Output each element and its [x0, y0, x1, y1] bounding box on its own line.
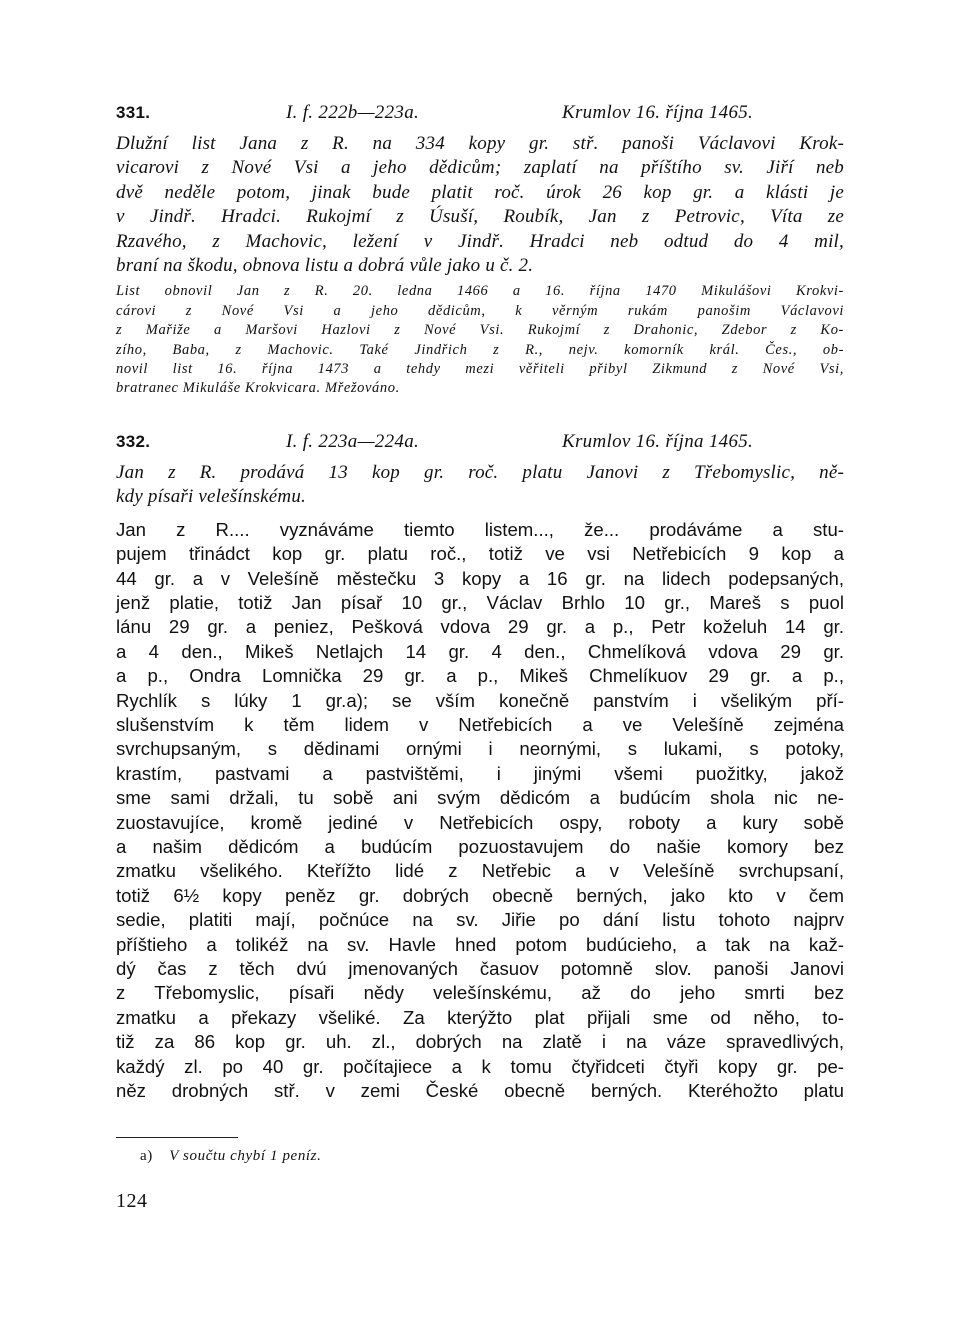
entry-regest [116, 132, 844, 278]
text-line: tiž za 86 kop gr. uh. zl., dobrých na zlatě i na váze spravedlivých, [116, 1031, 844, 1053]
footnote [140, 1148, 321, 1165]
entry-header [116, 429, 844, 455]
text-line: lánu 29 gr. a peniez, Pešková vdova 29 gr. a p., Petr koželuh 14 gr. [116, 616, 844, 638]
note-line: cárovi z Nové Vsi a jeho dědicům, k věrným rukám panošim Václavovi [116, 302, 844, 319]
text-line: jenž platie, totiž Jan písař 10 gr., Václav Brhlo 10 gr., Mareš s puol [116, 591, 844, 613]
text-line: z Třebomyslic, písaři nědy velešínskému, až do jeho smrti bez [116, 982, 844, 1004]
regest-line: Rzavého, z Machovic, ležení v Jindř. Hradci neb odtud do 4 mil, [116, 230, 844, 252]
text-line: a p., Ondra Lomnička 29 gr. a p., Mikeš Chmelíkuov 29 gr. a p., [116, 665, 844, 687]
entry-place-date: Krumlov 16. října 1465. [562, 102, 754, 123]
entry-place-date: Krumlov 16. října 1465. [562, 430, 754, 452]
entry-folio: I. f. 223a—224a. [286, 430, 420, 452]
text-line: krastím, pastvami a pastvištěmi, i jinými všemi puožitky, jakož [116, 762, 844, 784]
regest-line: Jan z R. prodává 13 kop gr. roč. platu Janovi z Třebomyslic, ně- [116, 461, 844, 483]
note-line: zího, Baba, z Machovic. Také Jindřich z R., nejv. komorník král. Čes., ob- [116, 341, 844, 358]
footnote-text: V součtu chybí 1 peníz. [169, 1148, 322, 1164]
text-line: sedie, platiti mají, počnúce na sv. Jiřie po dání listu tohoto najprv [116, 909, 844, 931]
text-line: zmatku všelikého. Kteřížto lidé z Netřebic a v Velešíně svrchupsaní, [116, 860, 844, 882]
text-line: 44 gr. a v Velešíně městečku 3 kopy a 16 gr. na lidech podepsaných, [116, 567, 844, 589]
text-line: slušenstvím k těm lidem v Netřebicích a ve Velešíně zejména [116, 713, 844, 735]
entry-number: 331. [116, 103, 151, 122]
regest-line: kdy písaři velešínskému. [116, 486, 306, 508]
entry-header [116, 100, 844, 126]
entry-folio: I. f. 222b—223a. [286, 102, 420, 123]
text-line: a našim dědicóm a budúcím pozuostavujem do našie komory bez [116, 835, 844, 857]
entry-331 [116, 100, 844, 399]
entry-note [116, 282, 844, 398]
text-line: zuostavujíce, kromě jediné v Netřebicích ospy, roboty a kury sobě [116, 811, 844, 833]
page-number: 124 [116, 1190, 148, 1212]
regest-line: dvě neděle potom, jinak bude platit roč. úrok 26 kop gr. a klásti je [116, 181, 844, 203]
entry-text [116, 518, 844, 1104]
page-content [116, 100, 844, 1103]
regest-line: Dlužní list Jana z R. na 334 kopy gr. stř. panoši Václavovi Krok- [116, 133, 844, 154]
note-line: novil list 16. října 1473 a tehdy mezi věřiteli přibyl Zikmund z Nové Vsi, [116, 361, 844, 378]
text-line: dý čas z těch dvú jmenovaných časuov potomně slov. panoši Janovi [116, 958, 844, 979]
text-line: a 4 den., Mikeš Netlajch 14 gr. 4 den., Chmelíková vdova 29 gr. [116, 640, 844, 662]
text-line: pujem třinádct kop gr. platu roč., totiž ve vsi Netřebicích 9 kop a [116, 543, 844, 565]
text-line: zmatku a překazy všeliké. Za kterýžto plat přijali sme od něho, to- [116, 1006, 844, 1028]
text-line: Rychlík s lúky 1 gr.a); se vším konečně panstvím i všelikým pří- [116, 689, 844, 711]
footnote-divider [116, 1137, 238, 1138]
text-line: něz drobných stř. v zemi České obecně berných. Kteréhožto platu [116, 1080, 844, 1102]
text-line: příštieho a tolikéž na sv. Havle hned potom budúcieho, a tak na kaž- [116, 933, 844, 955]
note-line: bratranec Mikuláše Krokvicara. Mřežováno. [116, 380, 400, 397]
text-line: totiž 6½ kopy peněz gr. dobrých obecně berných, jako kto v čem [116, 884, 844, 906]
entry-spacer [116, 399, 844, 429]
entry-number: 332. [116, 431, 151, 451]
text-line: každý zl. po 40 gr. počítajiece a k tomu čtyřidceti čtyři kopy gr. pe- [116, 1055, 844, 1077]
regest-line: v Jindř. Hradci. Rukojmí z Úsuší, Roubík, Jan z Petrovic, Víta ze [116, 206, 844, 228]
regest-line: braní na škodu, obnova listu a dobrá vůle jako u č. 2. [116, 255, 534, 277]
text-line: sme sami držali, tu sobě ani svým dědicóm a budúcím shola nic ne- [116, 787, 844, 809]
note-line: List obnovil Jan z R. 20. ledna 1466 a 16. října 1470 Mikulášovi Krokvi- [116, 283, 844, 300]
footnote-mark: a) [140, 1148, 153, 1164]
text-line: svrchupsaným, s dědinami ornými i neornými, s lukami, s potoky, [116, 738, 844, 760]
entry-regest [116, 461, 844, 510]
note-line: z Mařiže a Maršovi Hazlovi z Nové Vsi. Rukojmí z Drahonic, Zdebor z Ko- [116, 322, 844, 339]
text-line: Jan z R.... vyznáváme tiemto listem..., že... prodáváme a stu- [116, 518, 844, 540]
regest-line: vicarovi z Nové Vsi a jeho dědicům; zaplatí na příštího sv. Jiří neb [116, 157, 844, 179]
entry-332 [116, 429, 844, 1104]
